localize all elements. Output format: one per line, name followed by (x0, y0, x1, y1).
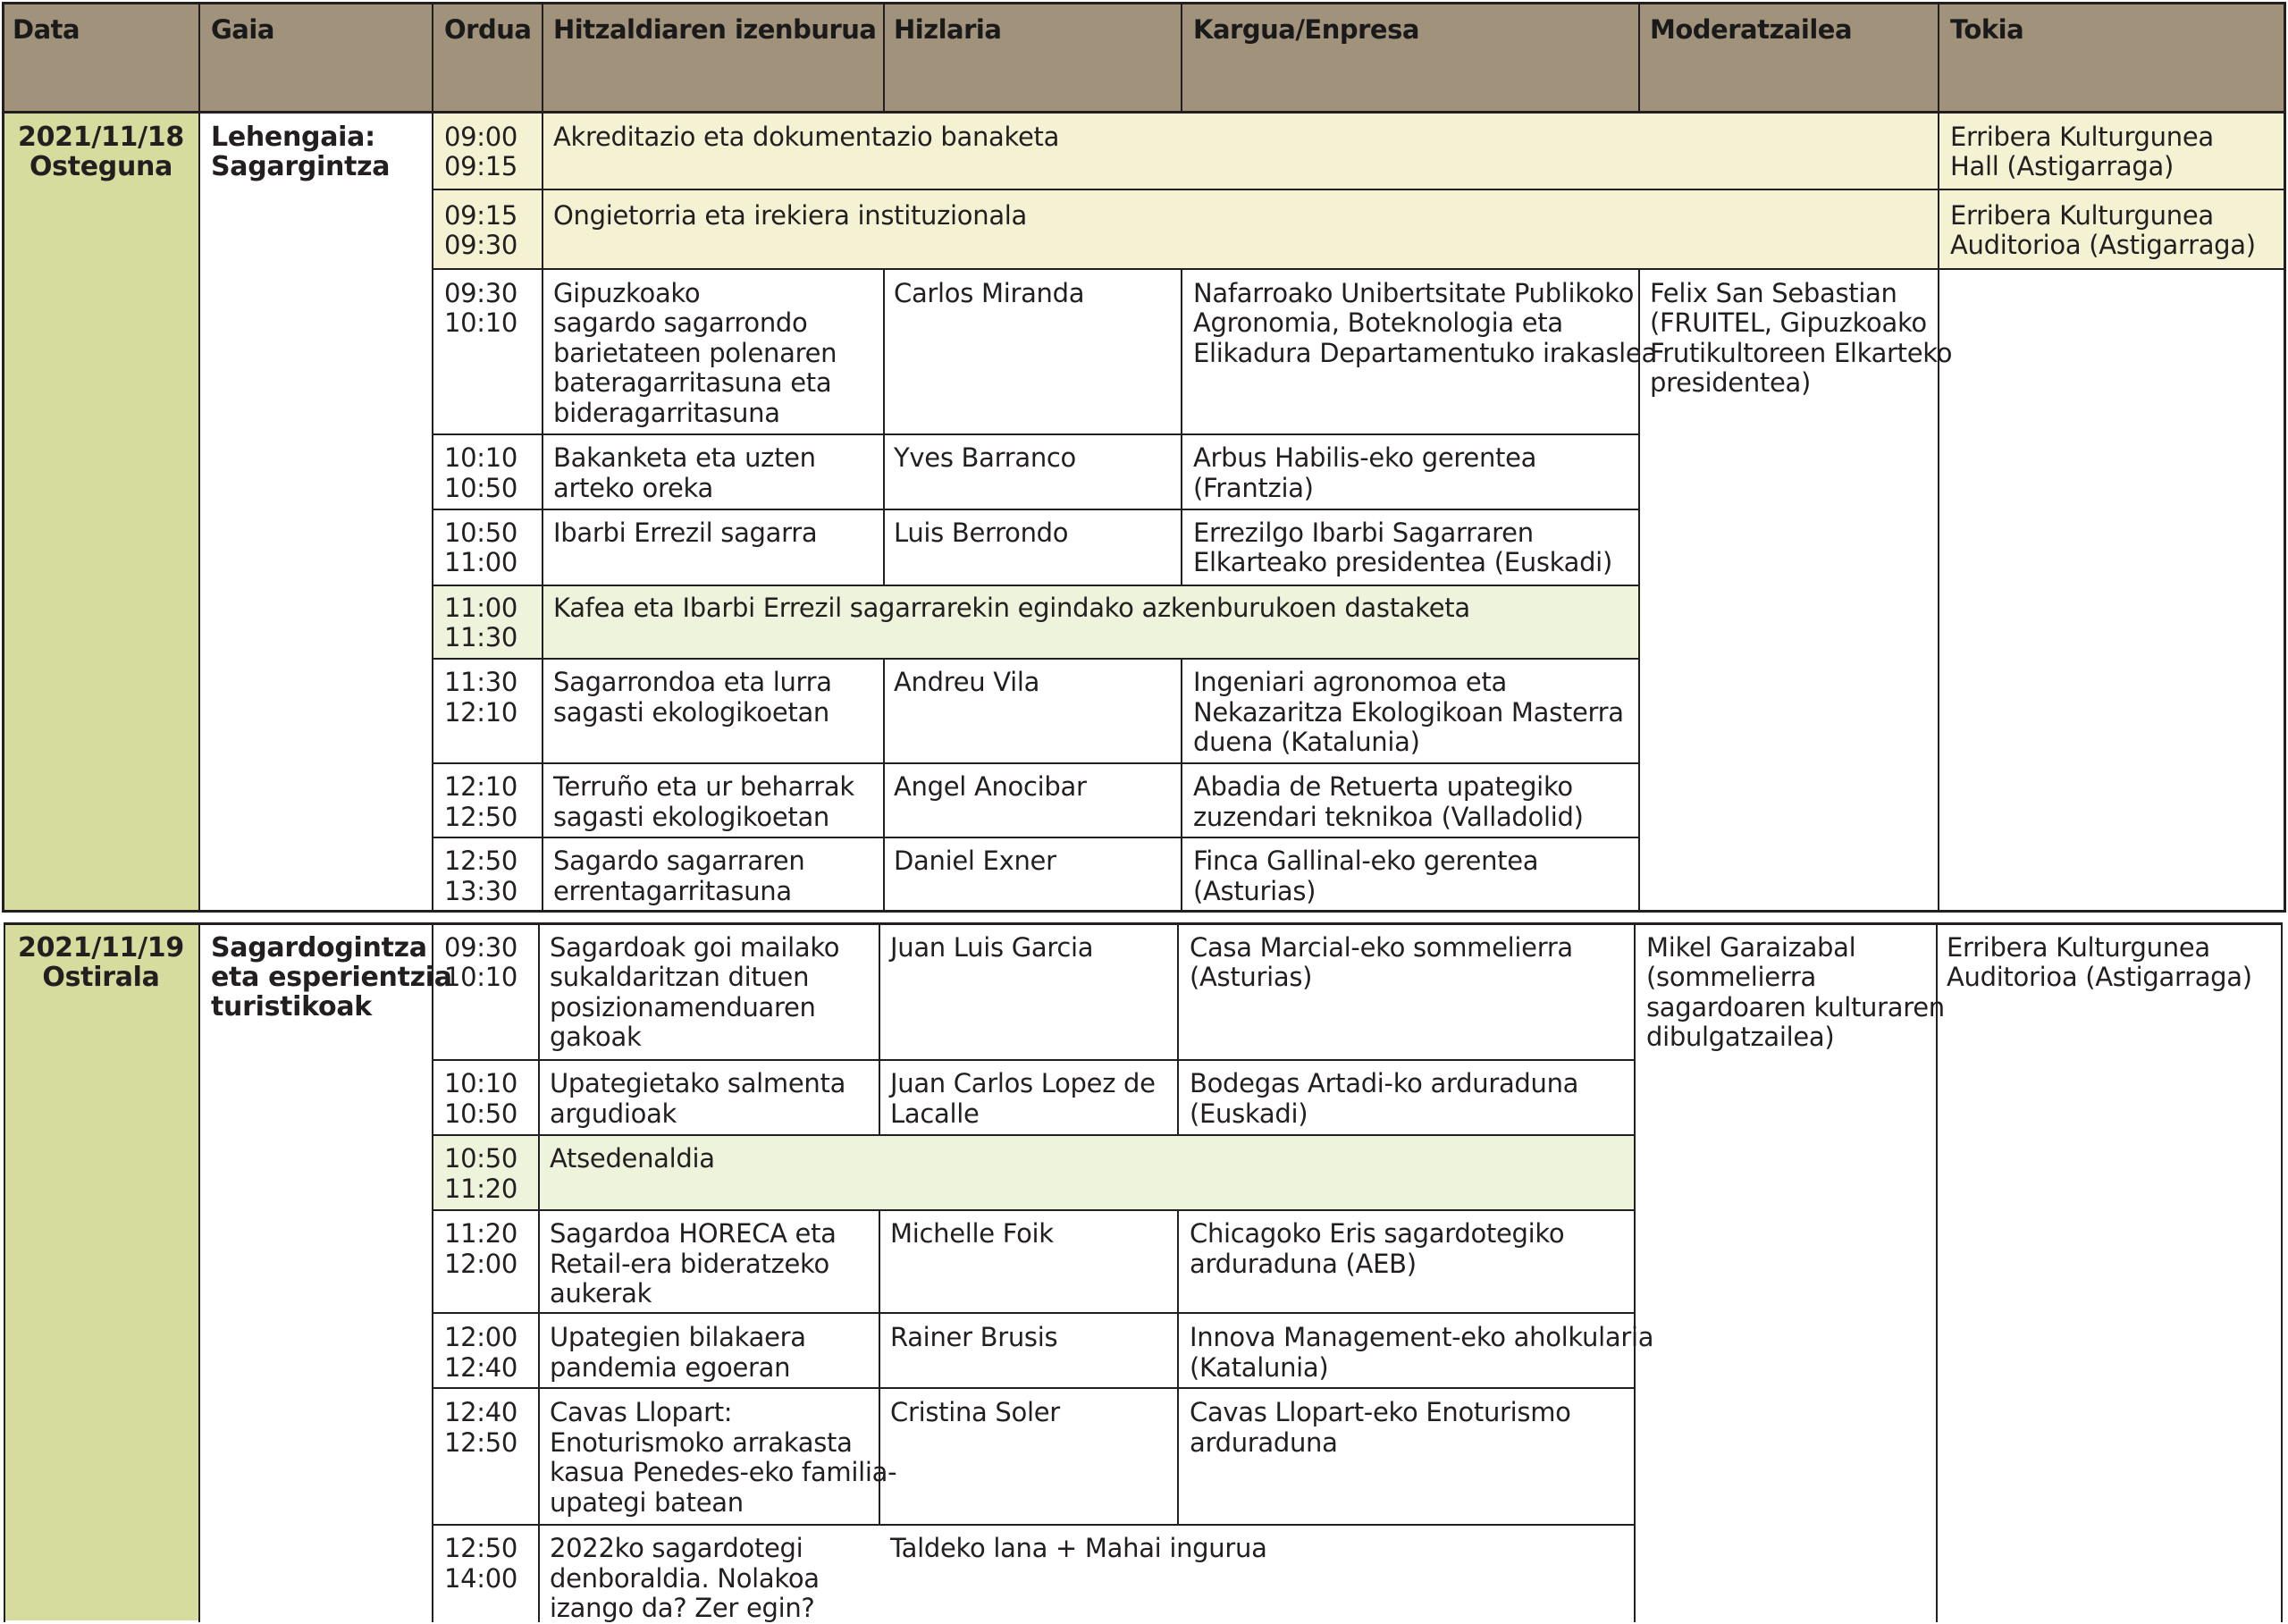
grid-line (1638, 2, 1640, 113)
speaker-name-line: Lacalle (890, 1098, 980, 1129)
day1-topic-line: Lehengaia: (211, 122, 375, 153)
talk-title-line: Retail-era bideratzeko (550, 1249, 829, 1279)
time-end: 10:10 (444, 307, 518, 338)
moderator-line: sagardoaren kulturaren (1646, 992, 1945, 1022)
time-end: 10:50 (444, 1098, 518, 1129)
time-start: 10:50 (444, 517, 518, 548)
role-line: Chicagoko Eris sagardotegiko (1190, 1218, 1565, 1249)
grid-line (433, 837, 1639, 838)
grid-line (1181, 658, 1182, 912)
grid-line (879, 922, 880, 1136)
grid-line (433, 189, 2286, 190)
grid-line (538, 922, 540, 1622)
break-title: Atsedenaldia (550, 1143, 715, 1174)
role-line: Nafarroako Unibertsitate Publikoko (1193, 278, 1635, 308)
time-end: 10:50 (444, 473, 518, 503)
grid-line (198, 2, 200, 913)
day1-weekday: Osteguna (29, 151, 173, 182)
talk-title-line: bateragarritasuna eta (553, 367, 832, 398)
speaker-name: Luis Berrondo (894, 517, 1069, 548)
role-line: arduraduna (AEB) (1190, 1249, 1417, 1279)
talk-title-line: arteko oreka (553, 473, 713, 503)
talk-title-line: denboraldia. Nolakoa (550, 1563, 820, 1594)
time-start: 12:40 (444, 1397, 518, 1427)
time-end: 12:40 (444, 1352, 518, 1383)
grid-line (1634, 922, 1636, 1622)
talk-title-line: posizionamenduaren (550, 992, 816, 1022)
grid-line (4, 922, 5, 1622)
header-talk-title: Hitzaldiaren izenburua (553, 14, 877, 45)
speaker-name: Carlos Miranda (894, 278, 1085, 308)
time-start: 12:00 (444, 1322, 518, 1352)
talk-title-line: Enoturismoko arrakasta (550, 1427, 853, 1458)
time-end: 12:00 (444, 1249, 518, 1279)
time-start: 10:10 (444, 1068, 518, 1098)
talk-title-line: Terruño eta ur beharrak (553, 771, 854, 802)
grid-line (883, 2, 885, 113)
time-end: 09:30 (444, 230, 518, 260)
talk-title-line: errentagarritasuna (553, 876, 792, 906)
speaker-name: Yves Barranco (894, 442, 1076, 473)
role-line: Nekazaritza Ekologikoan Masterra (1193, 697, 1624, 728)
role-line: Bodegas Artadi-ko arduraduna (1190, 1068, 1579, 1098)
day2-topic-line: turistikoak (211, 991, 372, 1022)
speaker-name: Taldeko lana + Mahai ingurua (890, 1533, 1267, 1563)
moderator-line: presidentea) (1650, 367, 1812, 398)
talk-title-line: Bakanketa eta uzten (553, 442, 816, 473)
speaker-name: Andreu Vila (894, 667, 1040, 697)
time-end: 10:10 (444, 962, 518, 992)
talk-title-line: barietateen polenaren (553, 338, 837, 368)
talk-title-line: upategi batean (550, 1487, 744, 1518)
talk-title-line: Sagardoak goi mailako (550, 932, 840, 963)
speaker-name: Rainer Brusis (890, 1322, 1058, 1352)
grid-line (198, 922, 200, 1622)
talk-title-line: Sagarrondoa eta lurra (553, 667, 832, 697)
table-header-band (2, 2, 2286, 113)
time-start: 09:30 (444, 278, 518, 308)
time-start: 11:00 (444, 593, 518, 623)
grid-line (2284, 2, 2286, 913)
grid-line (433, 658, 1639, 660)
header-time: Ordua (444, 14, 532, 45)
talk-title-line: Cavas Llopart: (550, 1397, 733, 1427)
speaker-name: Daniel Exner (894, 846, 1056, 876)
grid-line (433, 1312, 1635, 1314)
talk-title: Akreditazio eta dokumentazio banaketa (553, 122, 1060, 152)
talk-title-line: bideragarritasuna (553, 398, 780, 428)
grid-line (883, 268, 885, 586)
header-date: Data (13, 14, 80, 45)
role-line: Arbus Habilis-eko gerentea (1193, 442, 1537, 473)
day2-topic-line: eta esperientzia (211, 962, 452, 993)
time-end: 09:15 (444, 151, 518, 181)
grid-line (542, 113, 543, 269)
time-end: 12:10 (444, 697, 518, 728)
grid-line (2281, 922, 2283, 1622)
time-start: 10:10 (444, 442, 518, 473)
role-line: zuzendari teknikoa (Valladolid) (1193, 802, 1584, 832)
talk-title-line: 2022ko sagardotegi (550, 1533, 803, 1563)
moderator-line: Mikel Garaizabal (1646, 932, 1856, 963)
day1-date: 2021/11/18 (18, 122, 184, 153)
role-line: Elkarteako presidentea (Euskadi) (1193, 547, 1612, 577)
grid-line (433, 585, 1639, 586)
grid-line (433, 1059, 1635, 1061)
grid-line (1181, 268, 1182, 586)
location-line: Erribera Kulturgunea (1950, 122, 2214, 152)
grid-line (2, 111, 2286, 114)
time-end: 14:00 (444, 1563, 518, 1594)
talk-title: Ongietorria eta irekiera instituzionala (553, 200, 1028, 231)
role-line: (Asturias) (1190, 962, 1313, 992)
role-line: Finca Gallinal-eko gerentea (1193, 846, 1539, 876)
grid-line (433, 1134, 1635, 1136)
time-start: 12:50 (444, 846, 518, 876)
day1-date-column (2, 113, 199, 913)
role-line: (Asturias) (1193, 876, 1316, 906)
talk-title-line: Upategien bilakaera (550, 1322, 806, 1352)
grid-line (4, 922, 2283, 925)
time-end: 12:50 (444, 1427, 518, 1458)
grid-line (883, 658, 885, 912)
talk-title-line: Sagardoa HORECA eta (550, 1218, 837, 1249)
role-line: Elikadura Departamentuko irakaslea (1193, 338, 1657, 368)
moderator-line: dibulgatzailea) (1646, 1022, 1835, 1052)
time-end: 11:20 (444, 1174, 518, 1204)
location-line: Erribera Kulturgunea (1950, 200, 2214, 231)
grid-line (1181, 2, 1182, 113)
break-title: Kafea eta Ibarbi Errezil sagarrarekin egindako azkenburukoen dastaketa (553, 593, 1470, 623)
speaker-name: Cristina Soler (890, 1397, 1060, 1427)
speaker-name: Angel Anocibar (894, 771, 1087, 802)
header-speaker: Hizlaria (894, 14, 1002, 45)
role-line: (Euskadi) (1190, 1098, 1308, 1129)
grid-line (433, 1209, 1635, 1211)
grid-line (433, 1387, 1635, 1389)
time-start: 12:50 (444, 1533, 518, 1563)
time-end: 11:00 (444, 547, 518, 577)
header-role-company: Kargua/Enpresa (1193, 14, 1419, 45)
header-topic: Gaia (211, 14, 274, 45)
day2-weekday: Ostirala (42, 962, 160, 993)
location-line: Hall (Astigarraga) (1950, 151, 2174, 181)
time-start: 10:50 (444, 1143, 518, 1174)
grid-line (433, 433, 1639, 435)
location-line: Auditorioa (Astigarraga) (1950, 230, 2256, 260)
header-moderator: Moderatzailea (1650, 14, 1853, 45)
talk-title-line: kasua Penedes-eko familia- (550, 1457, 897, 1487)
time-start: 09:00 (444, 122, 518, 152)
role-line: (Frantzia) (1193, 473, 1314, 503)
time-end: 12:50 (444, 802, 518, 832)
moderator-line: Frutikultoreen Elkarteko (1650, 338, 1953, 368)
role-line: Ingeniari agronomoa eta (1193, 667, 1507, 697)
talk-title-line: Sagardo sagarraren (553, 846, 805, 876)
moderator-line: Felix San Sebastian (1650, 278, 1897, 308)
day2-topic-line: Sagardogintza (211, 932, 427, 963)
talk-title-line: izango da? Zer egin? (550, 1593, 815, 1623)
speaker-name: Michelle Foik (890, 1218, 1054, 1249)
moderator-line: (sommelierra (1646, 962, 1816, 992)
role-line: (Katalunia) (1190, 1352, 1329, 1383)
role-line: Casa Marcial-eko sommelierra (1190, 932, 1573, 963)
grid-line (542, 268, 543, 912)
talk-title-line: pandemia egoeran (550, 1352, 791, 1383)
day2-date-column (4, 923, 199, 1620)
header-location: Tokia (1950, 14, 2024, 45)
talk-title: Ibarbi Errezil sagarra (553, 517, 818, 548)
grid-line (1938, 2, 1939, 113)
talk-title-line: aukerak (550, 1278, 652, 1308)
grid-line (1936, 922, 1938, 1622)
talk-title-line: sukaldaritzan dituen (550, 962, 810, 992)
talk-title-line: sagardo sagarrondo (553, 307, 808, 338)
role-line: Cavas Llopart-eko Enoturismo (1190, 1397, 1571, 1427)
grid-line (2, 2, 2286, 4)
time-start: 11:30 (444, 667, 518, 697)
grid-line (432, 2, 433, 913)
location-line: Auditorioa (Astigarraga) (1947, 962, 2252, 992)
talk-title-line: argudioak (550, 1098, 677, 1129)
day1-topic-line: Sagargintza (211, 151, 391, 182)
grid-line (433, 509, 1639, 510)
role-line: duena (Katalunia) (1193, 727, 1420, 757)
time-start: 12:10 (444, 771, 518, 802)
role-line: arduraduna (1190, 1427, 1338, 1458)
grid-line (433, 1524, 1635, 1526)
grid-line (433, 268, 2286, 270)
talk-title-line: sagasti ekologikoetan (553, 802, 829, 832)
day2-date: 2021/11/19 (18, 932, 184, 963)
speaker-name-line: Juan Carlos Lopez de (890, 1068, 1156, 1098)
grid-line (2, 910, 2286, 913)
grid-line (542, 2, 543, 113)
grid-line (1177, 922, 1179, 1136)
grid-line (1938, 113, 1939, 911)
grid-line (432, 922, 433, 1622)
talk-title-line: Upategietako salmenta (550, 1068, 846, 1098)
role-line: Innova Management-eko aholkularia (1190, 1322, 1654, 1352)
talk-title-line: Gipuzkoako (553, 278, 701, 308)
time-end: 13:30 (444, 876, 518, 906)
grid-line (2, 2, 4, 913)
role-line: Agronomia, Boteknologia eta (1193, 307, 1563, 338)
speaker-name: Juan Luis Garcia (890, 932, 1094, 963)
role-line: Abadia de Retuerta upategiko (1193, 771, 1573, 802)
role-line: Errezilgo Ibarbi Sagarraren (1193, 517, 1534, 548)
time-start: 09:15 (444, 200, 518, 231)
time-start: 09:30 (444, 932, 518, 963)
grid-line (433, 762, 1639, 764)
time-start: 11:20 (444, 1218, 518, 1249)
grid-line (1177, 1209, 1179, 1526)
talk-title-line: sagasti ekologikoetan (553, 697, 829, 728)
moderator-line: (FRUITEL, Gipuzkoako (1650, 307, 1927, 338)
talk-title-line: gakoak (550, 1022, 642, 1052)
time-end: 11:30 (444, 622, 518, 652)
location-line: Erribera Kulturgunea (1947, 932, 2210, 963)
